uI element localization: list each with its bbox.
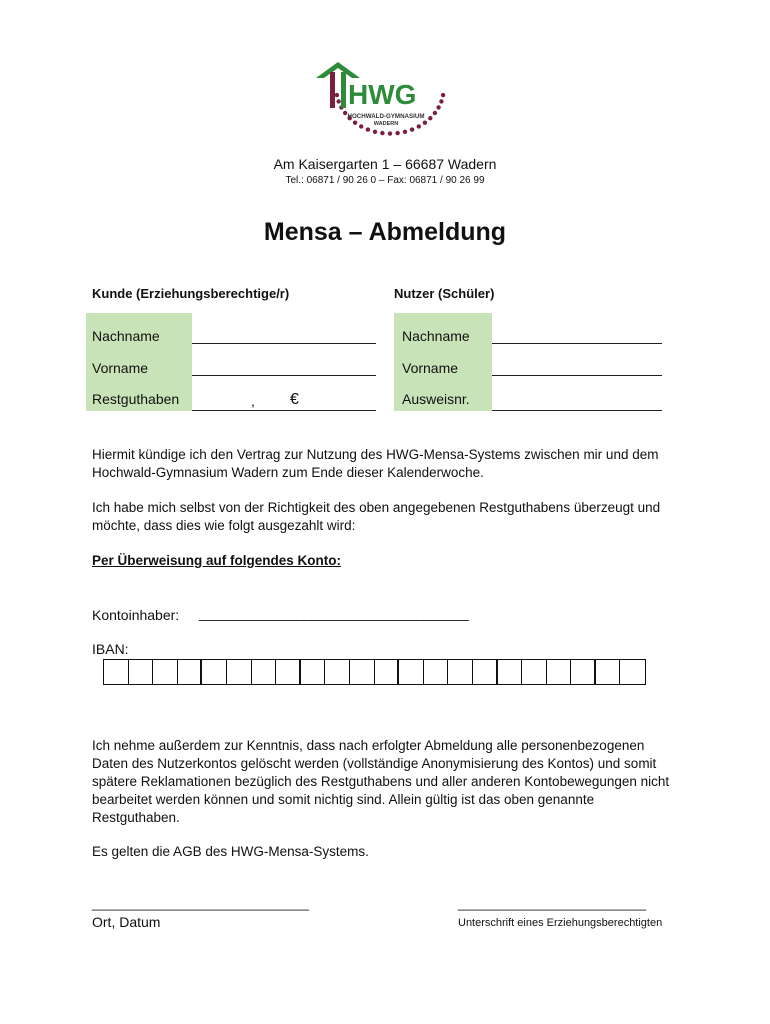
iban-digit-box[interactable] [129,660,154,684]
logo-school-town: WADERN [373,121,399,127]
user-heading: Nutzer (Schüler) [394,286,495,301]
iban-digit-box[interactable] [547,660,572,684]
iban-digit-box[interactable] [522,660,547,684]
school-logo [310,58,460,144]
data-deletion-paragraph: Ich nehme außerdem zur Kenntnis, dass nach erfolgter Abmeldung alle personenbezogenen Daten des Nutzerkontos gelöscht werden (vollständige Anonymisierung des Kontos) und somit spätere Reklamationen bezüglich des Restguthabens und aller anderen Kontobewegungen nicht bearbeitet werden können und somit nichtig sind. Allein gültig ist das oben genannte Restguthaben. [92,738,670,825]
user-last-name-label: Nachname [402,328,470,344]
iban-digit-box[interactable] [571,660,596,684]
customer-first-name-label: Vorname [92,360,149,376]
page-title: Mensa – Abmeldung [263,218,507,246]
balance-currency: € [290,391,299,408]
iban-digit-box[interactable] [375,660,400,684]
user-id-label: Ausweisnr. [402,391,470,407]
customer-balance-field[interactable] [192,410,376,411]
account-holder-field[interactable]: ____________________________________ [199,605,469,621]
iban-label: IBAN: [92,641,129,657]
user-last-name-field[interactable] [492,343,662,344]
logo-house-arrow [316,62,360,78]
iban-digit-box[interactable] [252,660,277,684]
customer-last-name-field[interactable] [192,343,376,344]
logo-school-name: HOCHWALD-GYMNASIUM [347,113,425,120]
school-contact: Tel.: 06871 / 90 26 0 – Fax: 06871 / 90 26 99 [285,175,485,186]
iban-digit-box[interactable] [325,660,350,684]
iban-digit-box[interactable] [350,660,375,684]
iban-digit-box[interactable] [153,660,178,684]
balance-confirmation-paragraph: Ich habe mich selbst von der Richtigkeit des oben angegebenen Restguthabens überzeugt und möchte, dass dies wie folgt ausgezahlt wird: [92,500,661,533]
balance-comma: , [251,393,255,409]
user-first-name-field[interactable] [492,375,662,376]
terms-notice: Es gelten die AGB des HWG-Mensa-Systems. [92,844,369,859]
customer-last-name-label: Nachname [92,328,160,344]
iban-digit-box[interactable] [276,660,301,684]
customer-balance-label: Restguthaben [92,391,180,407]
iban-digit-box[interactable] [202,660,227,684]
account-holder-label: Kontoinhaber: [92,607,180,623]
iban-digit-box[interactable] [178,660,203,684]
logo-pillar-right [341,72,346,108]
cancellation-paragraph: Hiermit kündige ich den Vertrag zur Nutzung des HWG-Mensa-Systems zwischen mir und dem Hochwald-Gymnasium Wadern zum Ende dieser Kalenderwoche. [92,447,659,480]
iban-digit-box[interactable] [620,660,645,684]
user-id-field[interactable] [492,410,662,411]
iban-digit-box[interactable] [399,660,424,684]
iban-digit-box[interactable] [424,660,449,684]
iban-digit-box[interactable] [473,660,498,684]
school-address: Am Kaisergarten 1 – 66687 Wadern [273,156,497,172]
iban-input-grid[interactable] [103,659,646,685]
logo-pillar-left [330,72,335,108]
iban-digit-box[interactable] [596,660,621,684]
user-first-name-label: Vorname [402,360,459,376]
signature-field[interactable]: __________________________ [458,896,646,911]
iban-digit-box[interactable] [448,660,473,684]
logo-wordmark: HWG [348,79,417,110]
iban-digit-box[interactable] [301,660,326,684]
transfer-heading: Per Überweisung auf folgendes Konto: [92,553,342,568]
signature-label: Unterschrift eines Erziehungsberechtigten [458,917,663,929]
customer-heading: Kunde (Erziehungsberechtige/r) [92,286,290,301]
place-date-field[interactable]: ______________________________ [92,896,309,911]
iban-digit-box[interactable] [498,660,523,684]
iban-digit-box[interactable] [227,660,252,684]
place-date-label: Ort, Datum [92,914,161,930]
iban-digit-box[interactable] [104,660,129,684]
customer-first-name-field[interactable] [192,375,376,376]
